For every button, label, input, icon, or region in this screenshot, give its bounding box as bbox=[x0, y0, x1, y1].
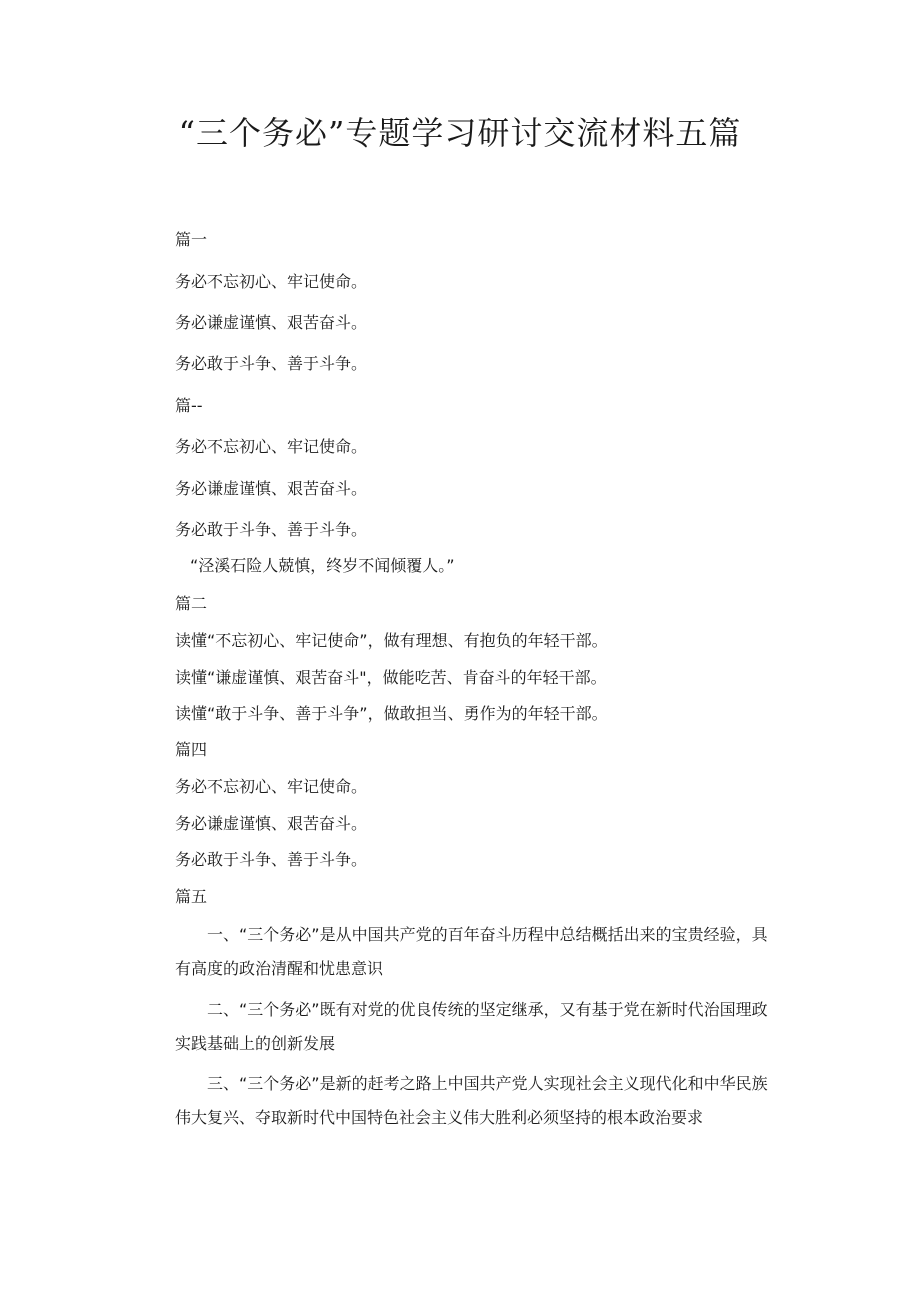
text-line: 务必敢于斗争、善于斗争。 bbox=[175, 850, 368, 869]
section-heading: 篇一 bbox=[175, 230, 208, 249]
text-line: 务必谦虚谨慎、艰苦奋斗。 bbox=[175, 313, 368, 332]
text-line: 务必不忘初心、牢记使命。 bbox=[175, 272, 368, 291]
text-line: 务必不忘初心、牢记使命。 bbox=[175, 777, 368, 796]
text-line: 务必不忘初心、牢记使命。 bbox=[175, 437, 368, 456]
text-line: 务必敢于斗争、善于斗争。 bbox=[175, 354, 368, 373]
paragraph-line: 二、“三个务必”既有对党的优良传统的坚定继承，又有基于党在新时代治国理政 bbox=[175, 1000, 768, 1019]
paragraph bbox=[175, 1067, 787, 1135]
text-line: 务必敢于斗争、善于斗争。 bbox=[175, 520, 368, 539]
paragraph bbox=[175, 993, 787, 1061]
text-line: 读懂“谦虚谨慎、艰苦奋斗"，做能吃苦、肯奋斗的年轻干部。 bbox=[175, 668, 607, 687]
paragraph bbox=[175, 918, 787, 986]
paragraph-line: 三、“三个务必”是新的赶考之路上中国共产党人实现社会主义现代化和中华民族 bbox=[175, 1074, 768, 1093]
section-heading: 篇四 bbox=[175, 740, 208, 759]
paragraph-line: 伟大复兴、夺取新时代中国特色社会主义伟大胜利必须坚持的根本政治要求 bbox=[175, 1108, 704, 1127]
text-line: 务必谦虚谨慎、艰苦奋斗。 bbox=[175, 479, 368, 498]
text-line: 读懂“不忘初心、牢记使命”，做有理想、有抱负的年轻干部。 bbox=[175, 631, 608, 650]
section-heading: 篇-- bbox=[175, 396, 203, 415]
section-heading: 篇二 bbox=[175, 594, 208, 613]
paragraph-line: 实践基础上的创新发展 bbox=[175, 1034, 336, 1053]
text-line: 务必谦虚谨慎、艰苦奋斗。 bbox=[175, 814, 368, 833]
section-heading: 篇五 bbox=[175, 887, 208, 906]
quote-line: “泾溪石险人兢慎，终岁不闻倾覆人。” bbox=[190, 556, 455, 575]
document-title: “三个务必”专题学习研讨交流材料五篇 bbox=[178, 114, 742, 152]
text-line: 读懂“敢于斗争、善于斗争”，做敢担当、勇作为的年轻干部。 bbox=[175, 704, 608, 723]
paragraph-line: 一、“三个务必”是从中国共产党的百年奋斗历程中总结概括出来的宝贵经验，具 bbox=[175, 925, 768, 944]
paragraph-line: 有高度的政治清醒和忧患意识 bbox=[175, 959, 384, 978]
